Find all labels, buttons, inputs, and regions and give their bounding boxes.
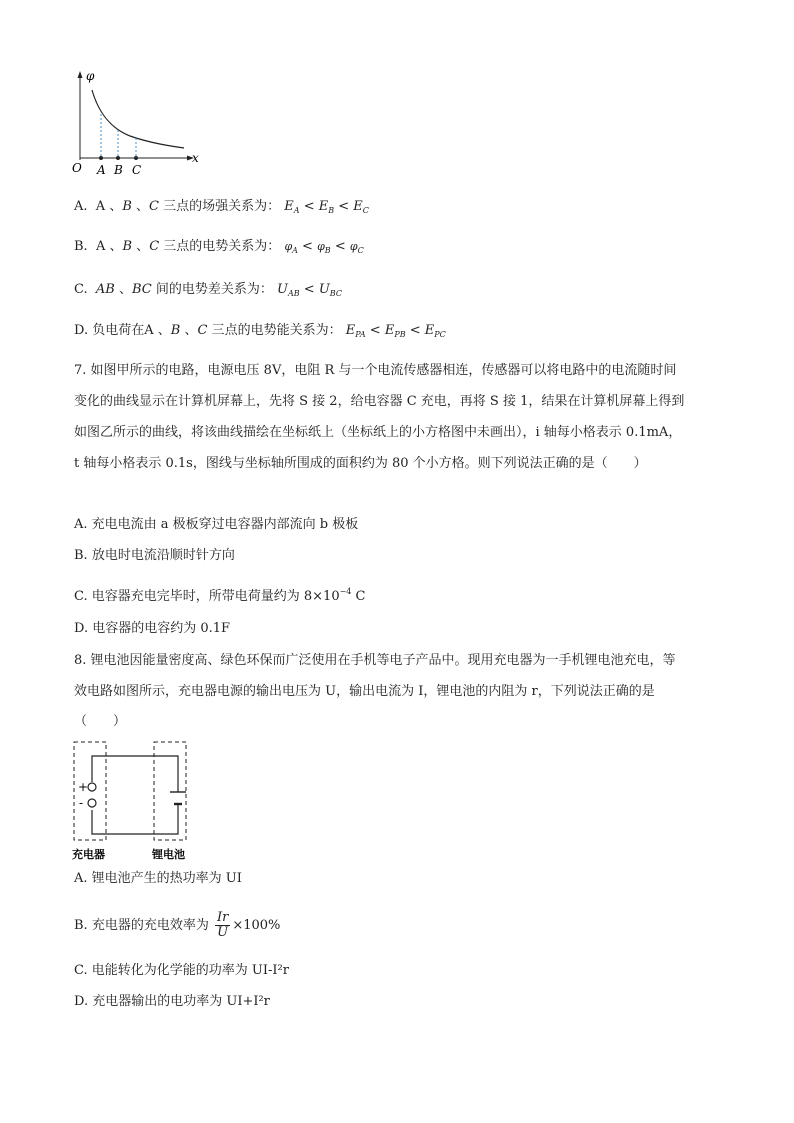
battery-dashed-box (154, 742, 186, 840)
q8-stem-line2: 效电路如图所示，充电器电源的输出电压为 U，输出电流为 I，锂电池的内阻为 r，下列说法正确的是 (74, 684, 655, 699)
bottom-wire (92, 804, 178, 834)
plus-terminal (88, 783, 96, 791)
q8-stem-line3: （ ） (74, 714, 127, 729)
q7-stem-line3: 如图乙所示的曲线，将该曲线描绘在坐标纸上（坐标纸上的小方格图中未画出），i 轴每小格表示 0.1mA， (74, 425, 682, 440)
q8-option-a: A. 锂电池产生的热功率为 UI (74, 871, 242, 886)
origin-label: O (72, 161, 82, 175)
point-b-label: B (114, 163, 123, 177)
minus-terminal (88, 799, 96, 807)
q7-option-b: B. 放电时电流沿顺时针方向 (74, 548, 235, 563)
q7-stem-line1: 7. 如图甲所示的电路，电源电压 8V，电阻 R 与一个电流传感器相连，传感器可以将电路中的电流随时间 (74, 363, 677, 378)
q8-stem-line1: 8. 锂电池因能量密度高、绿色环保而广泛使用在手机等电子产品中。现用充电器为一手机锂电池充电，等 (74, 653, 676, 668)
point-b-dot (116, 156, 120, 160)
q8-option-d: D. 充电器输出的电功率为 UI+I²r (74, 994, 270, 1009)
phi-curve (92, 90, 184, 148)
q8-option-c: C. 电能转化为化学能的功率为 UI-I²r (74, 963, 289, 978)
battery-label: 锂电池 (152, 848, 185, 861)
charger-circuit (66, 736, 206, 864)
q7-stem-line4: t 轴每小格表示 0.1s，图线与坐标轴所围成的面积约为 80 个小方格。则下列说法正确的是（ ） (74, 456, 647, 471)
q7-option-c: C. 电容器充电完毕时，所带电荷量约为 $8\times 10^{-4}$ C (74, 587, 366, 604)
y-axis-label: φ (86, 69, 95, 83)
top-wire (92, 756, 178, 792)
efficiency-fraction: $\frac{Ir}{U}$ (216, 910, 229, 940)
q7-option-a: A. 充电电流由 a 极板穿过电容器内部流向 b 极板 (74, 517, 359, 532)
charger-label: 充电器 (72, 848, 105, 861)
q6-option-d: D. 负电荷在A 、B 、C 三点的电势能关系为： $E_{PA} < E_{PB} < E_{PC}$ (74, 323, 446, 339)
q7-option-d: D. 电容器的电容约为 0.1F (74, 621, 231, 636)
q7-stem-line2: 变化的曲线显示在计算机屏幕上，先将 S 接 2，给电容器 C 充电，再将 S 接 1，结果在计算机屏幕上得到 (74, 394, 685, 409)
phi-x-graph (70, 68, 210, 178)
point-a-label: A (97, 163, 106, 177)
point-c-label: C (132, 163, 142, 177)
x-axis-label: x (192, 151, 199, 165)
minus-label: - (79, 796, 84, 810)
point-origin-dot (99, 156, 103, 160)
q6-option-c: C. AB 、BC 间的电势差关系为： $U_{AB} < U_{BC}$ (74, 282, 342, 298)
q8-option-b: B. 充电器的充电效率为 $\frac{Ir}{U}$ ×100% (74, 910, 281, 940)
point-c-dot (134, 156, 138, 160)
q6-option-b: B. A 、B 、C 三点的电势关系为： $\varphi_A < \varphi_B < \varphi_C$ (74, 239, 364, 255)
plus-label: + (78, 780, 89, 794)
q6-option-a: A. A 、B 、C 三点的场强关系为： $E_A < E_B < E_C$ (74, 199, 369, 215)
y-axis-arrow (78, 71, 83, 78)
